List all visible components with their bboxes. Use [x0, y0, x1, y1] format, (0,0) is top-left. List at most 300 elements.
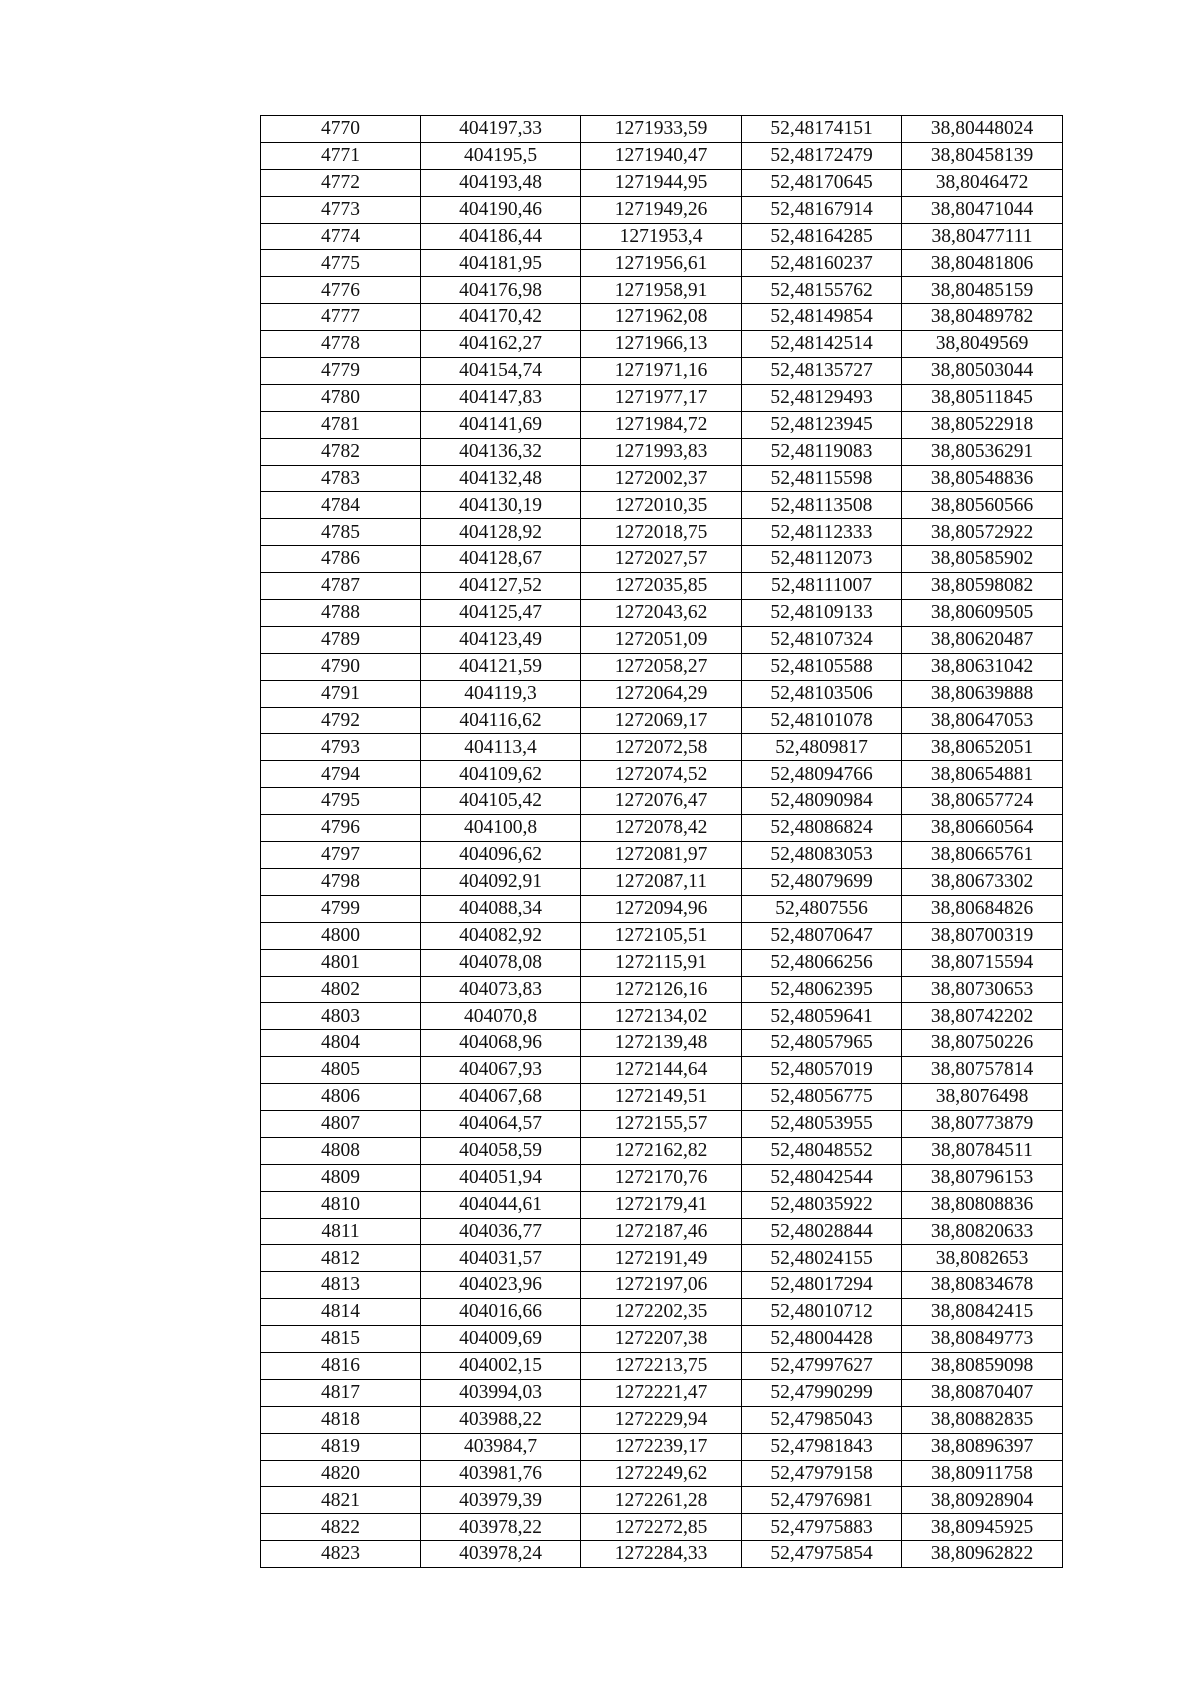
- longitude-cell: 38,8049569: [902, 331, 1063, 358]
- coordinates-table-body: [261, 116, 1063, 1568]
- longitude-cell: 38,80548836: [902, 465, 1063, 492]
- longitude-cell: 38,80639888: [902, 680, 1063, 707]
- longitude-cell: 38,80730653: [902, 976, 1063, 1003]
- latitude-cell: 52,48057019: [742, 1057, 902, 1084]
- y-coordinate-cell: 1272284,33: [581, 1541, 742, 1568]
- latitude-cell: 52,48107324: [742, 626, 902, 653]
- point-number-cell: 4815: [261, 1326, 421, 1353]
- longitude-cell: 38,80585902: [902, 546, 1063, 573]
- table-row: [261, 1487, 1063, 1514]
- latitude-cell: 52,48112073: [742, 546, 902, 573]
- x-coordinate-cell: 404116,62: [421, 707, 581, 734]
- y-coordinate-cell: 1272149,51: [581, 1084, 742, 1111]
- longitude-cell: 38,80773879: [902, 1110, 1063, 1137]
- y-coordinate-cell: 1272213,75: [581, 1352, 742, 1379]
- table-row: [261, 1406, 1063, 1433]
- longitude-cell: 38,80665761: [902, 842, 1063, 869]
- x-coordinate-cell: 404031,57: [421, 1245, 581, 1272]
- x-coordinate-cell: 404113,4: [421, 734, 581, 761]
- point-number-cell: 4794: [261, 761, 421, 788]
- y-coordinate-cell: 1272197,06: [581, 1272, 742, 1299]
- latitude-cell: 52,47985043: [742, 1406, 902, 1433]
- longitude-cell: 38,80808836: [902, 1191, 1063, 1218]
- y-coordinate-cell: 1272272,85: [581, 1514, 742, 1541]
- point-number-cell: 4810: [261, 1191, 421, 1218]
- table-row: [261, 1057, 1063, 1084]
- point-number-cell: 4786: [261, 546, 421, 573]
- longitude-cell: 38,80796153: [902, 1164, 1063, 1191]
- longitude-cell: 38,8046472: [902, 169, 1063, 196]
- longitude-cell: 38,8082653: [902, 1245, 1063, 1272]
- latitude-cell: 52,48083053: [742, 842, 902, 869]
- point-number-cell: 4789: [261, 626, 421, 653]
- point-number-cell: 4787: [261, 573, 421, 600]
- point-number-cell: 4779: [261, 358, 421, 385]
- table-row: [261, 734, 1063, 761]
- latitude-cell: 52,48170645: [742, 169, 902, 196]
- y-coordinate-cell: 1272074,52: [581, 761, 742, 788]
- point-number-cell: 4783: [261, 465, 421, 492]
- point-number-cell: 4780: [261, 384, 421, 411]
- latitude-cell: 52,48057965: [742, 1030, 902, 1057]
- table-row: [261, 1084, 1063, 1111]
- longitude-cell: 38,80657724: [902, 788, 1063, 815]
- x-coordinate-cell: 404123,49: [421, 626, 581, 653]
- table-row: [261, 815, 1063, 842]
- point-number-cell: 4800: [261, 922, 421, 949]
- y-coordinate-cell: 1272191,49: [581, 1245, 742, 1272]
- table-row: [261, 895, 1063, 922]
- longitude-cell: 38,80511845: [902, 384, 1063, 411]
- latitude-cell: 52,48053955: [742, 1110, 902, 1137]
- y-coordinate-cell: 1272010,35: [581, 492, 742, 519]
- x-coordinate-cell: 404190,46: [421, 196, 581, 223]
- x-coordinate-cell: 404147,83: [421, 384, 581, 411]
- latitude-cell: 52,48103506: [742, 680, 902, 707]
- y-coordinate-cell: 1271993,83: [581, 438, 742, 465]
- x-coordinate-cell: 404128,67: [421, 546, 581, 573]
- x-coordinate-cell: 404162,27: [421, 331, 581, 358]
- y-coordinate-cell: 1272162,82: [581, 1137, 742, 1164]
- table-row: [261, 573, 1063, 600]
- point-number-cell: 4818: [261, 1406, 421, 1433]
- point-number-cell: 4792: [261, 707, 421, 734]
- latitude-cell: 52,48164285: [742, 223, 902, 250]
- longitude-cell: 38,80834678: [902, 1272, 1063, 1299]
- latitude-cell: 52,47976981: [742, 1487, 902, 1514]
- y-coordinate-cell: 1272187,46: [581, 1218, 742, 1245]
- x-coordinate-cell: 404070,8: [421, 1003, 581, 1030]
- latitude-cell: 52,4809817: [742, 734, 902, 761]
- table-row: [261, 600, 1063, 627]
- latitude-cell: 52,48062395: [742, 976, 902, 1003]
- y-coordinate-cell: 1271958,91: [581, 277, 742, 304]
- y-coordinate-cell: 1272087,11: [581, 868, 742, 895]
- point-number-cell: 4774: [261, 223, 421, 250]
- y-coordinate-cell: 1272027,57: [581, 546, 742, 573]
- latitude-cell: 52,48123945: [742, 411, 902, 438]
- x-coordinate-cell: 404068,96: [421, 1030, 581, 1057]
- table-row: [261, 626, 1063, 653]
- x-coordinate-cell: 404078,08: [421, 949, 581, 976]
- x-coordinate-cell: 404128,92: [421, 519, 581, 546]
- longitude-cell: 38,80684826: [902, 895, 1063, 922]
- y-coordinate-cell: 1272126,16: [581, 976, 742, 1003]
- latitude-cell: 52,48135727: [742, 358, 902, 385]
- table-row: [261, 1326, 1063, 1353]
- x-coordinate-cell: 403994,03: [421, 1379, 581, 1406]
- x-coordinate-cell: 404082,92: [421, 922, 581, 949]
- longitude-cell: 38,80477111: [902, 223, 1063, 250]
- longitude-cell: 38,80448024: [902, 116, 1063, 143]
- latitude-cell: 52,47997627: [742, 1352, 902, 1379]
- x-coordinate-cell: 404176,98: [421, 277, 581, 304]
- table-row: [261, 1191, 1063, 1218]
- table-row: [261, 868, 1063, 895]
- x-coordinate-cell: 404136,32: [421, 438, 581, 465]
- point-number-cell: 4770: [261, 116, 421, 143]
- x-coordinate-cell: 404088,34: [421, 895, 581, 922]
- longitude-cell: 38,80560566: [902, 492, 1063, 519]
- y-coordinate-cell: 1272221,47: [581, 1379, 742, 1406]
- table-row: [261, 492, 1063, 519]
- longitude-cell: 38,80882835: [902, 1406, 1063, 1433]
- longitude-cell: 38,80673302: [902, 868, 1063, 895]
- x-coordinate-cell: 404036,77: [421, 1218, 581, 1245]
- longitude-cell: 38,80598082: [902, 573, 1063, 600]
- point-number-cell: 4771: [261, 142, 421, 169]
- y-coordinate-cell: 1271933,59: [581, 116, 742, 143]
- latitude-cell: 52,48113508: [742, 492, 902, 519]
- y-coordinate-cell: 1271956,61: [581, 250, 742, 277]
- point-number-cell: 4772: [261, 169, 421, 196]
- y-coordinate-cell: 1271953,4: [581, 223, 742, 250]
- x-coordinate-cell: 404121,59: [421, 653, 581, 680]
- x-coordinate-cell: 404100,8: [421, 815, 581, 842]
- table-row: [261, 1379, 1063, 1406]
- longitude-cell: 38,80631042: [902, 653, 1063, 680]
- y-coordinate-cell: 1272002,37: [581, 465, 742, 492]
- x-coordinate-cell: 404067,68: [421, 1084, 581, 1111]
- longitude-cell: 38,80485159: [902, 277, 1063, 304]
- x-coordinate-cell: 403979,39: [421, 1487, 581, 1514]
- longitude-cell: 38,80784511: [902, 1137, 1063, 1164]
- y-coordinate-cell: 1272076,47: [581, 788, 742, 815]
- longitude-cell: 38,80522918: [902, 411, 1063, 438]
- latitude-cell: 52,48079699: [742, 868, 902, 895]
- point-number-cell: 4788: [261, 600, 421, 627]
- y-coordinate-cell: 1272139,48: [581, 1030, 742, 1057]
- x-coordinate-cell: 404067,93: [421, 1057, 581, 1084]
- table-row: [261, 223, 1063, 250]
- table-row: [261, 1110, 1063, 1137]
- point-number-cell: 4811: [261, 1218, 421, 1245]
- latitude-cell: 52,48070647: [742, 922, 902, 949]
- table-row: [261, 116, 1063, 143]
- latitude-cell: 52,48105588: [742, 653, 902, 680]
- table-row: [261, 358, 1063, 385]
- x-coordinate-cell: 404002,15: [421, 1352, 581, 1379]
- latitude-cell: 52,48024155: [742, 1245, 902, 1272]
- x-coordinate-cell: 404170,42: [421, 304, 581, 331]
- x-coordinate-cell: 404130,19: [421, 492, 581, 519]
- longitude-cell: 38,80928904: [902, 1487, 1063, 1514]
- point-number-cell: 4823: [261, 1541, 421, 1568]
- longitude-cell: 38,80572922: [902, 519, 1063, 546]
- longitude-cell: 38,80660564: [902, 815, 1063, 842]
- longitude-cell: 38,8076498: [902, 1084, 1063, 1111]
- x-coordinate-cell: 404044,61: [421, 1191, 581, 1218]
- x-coordinate-cell: 404096,62: [421, 842, 581, 869]
- latitude-cell: 52,47990299: [742, 1379, 902, 1406]
- longitude-cell: 38,80503044: [902, 358, 1063, 385]
- y-coordinate-cell: 1272249,62: [581, 1460, 742, 1487]
- longitude-cell: 38,80715594: [902, 949, 1063, 976]
- latitude-cell: 52,48042544: [742, 1164, 902, 1191]
- table-row: [261, 277, 1063, 304]
- table-row: [261, 976, 1063, 1003]
- latitude-cell: 52,47975854: [742, 1541, 902, 1568]
- latitude-cell: 52,48149854: [742, 304, 902, 331]
- table-row: [261, 519, 1063, 546]
- y-coordinate-cell: 1271949,26: [581, 196, 742, 223]
- point-number-cell: 4802: [261, 976, 421, 1003]
- point-number-cell: 4791: [261, 680, 421, 707]
- y-coordinate-cell: 1271940,47: [581, 142, 742, 169]
- x-coordinate-cell: 404023,96: [421, 1272, 581, 1299]
- x-coordinate-cell: 404197,33: [421, 116, 581, 143]
- table-row: [261, 304, 1063, 331]
- y-coordinate-cell: 1272170,76: [581, 1164, 742, 1191]
- longitude-cell: 38,80757814: [902, 1057, 1063, 1084]
- point-number-cell: 4813: [261, 1272, 421, 1299]
- point-number-cell: 4776: [261, 277, 421, 304]
- y-coordinate-cell: 1272018,75: [581, 519, 742, 546]
- point-number-cell: 4778: [261, 331, 421, 358]
- table-row: [261, 1352, 1063, 1379]
- longitude-cell: 38,80962822: [902, 1541, 1063, 1568]
- y-coordinate-cell: 1271984,72: [581, 411, 742, 438]
- y-coordinate-cell: 1272064,29: [581, 680, 742, 707]
- latitude-cell: 52,4807556: [742, 895, 902, 922]
- point-number-cell: 4797: [261, 842, 421, 869]
- longitude-cell: 38,80742202: [902, 1003, 1063, 1030]
- x-coordinate-cell: 404186,44: [421, 223, 581, 250]
- y-coordinate-cell: 1272155,57: [581, 1110, 742, 1137]
- latitude-cell: 52,47981843: [742, 1433, 902, 1460]
- table-row: [261, 1164, 1063, 1191]
- x-coordinate-cell: 404119,3: [421, 680, 581, 707]
- table-row: [261, 1137, 1063, 1164]
- table-row: [261, 331, 1063, 358]
- point-number-cell: 4782: [261, 438, 421, 465]
- table-row: [261, 142, 1063, 169]
- point-number-cell: 4808: [261, 1137, 421, 1164]
- x-coordinate-cell: 404105,42: [421, 788, 581, 815]
- latitude-cell: 52,48059641: [742, 1003, 902, 1030]
- longitude-cell: 38,80700319: [902, 922, 1063, 949]
- longitude-cell: 38,80896397: [902, 1433, 1063, 1460]
- point-number-cell: 4799: [261, 895, 421, 922]
- longitude-cell: 38,80471044: [902, 196, 1063, 223]
- table-row: [261, 1514, 1063, 1541]
- latitude-cell: 52,48090984: [742, 788, 902, 815]
- point-number-cell: 4817: [261, 1379, 421, 1406]
- longitude-cell: 38,80489782: [902, 304, 1063, 331]
- point-number-cell: 4775: [261, 250, 421, 277]
- longitude-cell: 38,80536291: [902, 438, 1063, 465]
- table-row: [261, 1433, 1063, 1460]
- y-coordinate-cell: 1272179,41: [581, 1191, 742, 1218]
- point-number-cell: 4821: [261, 1487, 421, 1514]
- point-number-cell: 4820: [261, 1460, 421, 1487]
- y-coordinate-cell: 1272134,02: [581, 1003, 742, 1030]
- table-row: [261, 196, 1063, 223]
- longitude-cell: 38,80458139: [902, 142, 1063, 169]
- point-number-cell: 4804: [261, 1030, 421, 1057]
- x-coordinate-cell: 404195,5: [421, 142, 581, 169]
- table-row: [261, 411, 1063, 438]
- latitude-cell: 52,48056775: [742, 1084, 902, 1111]
- latitude-cell: 52,48017294: [742, 1272, 902, 1299]
- longitude-cell: 38,80945925: [902, 1514, 1063, 1541]
- table-row: [261, 250, 1063, 277]
- table-row: [261, 949, 1063, 976]
- y-coordinate-cell: 1271944,95: [581, 169, 742, 196]
- table-row: [261, 653, 1063, 680]
- point-number-cell: 4793: [261, 734, 421, 761]
- table-row: [261, 1245, 1063, 1272]
- latitude-cell: 52,48109133: [742, 600, 902, 627]
- latitude-cell: 52,48048552: [742, 1137, 902, 1164]
- latitude-cell: 52,48112333: [742, 519, 902, 546]
- x-coordinate-cell: 404016,66: [421, 1299, 581, 1326]
- x-coordinate-cell: 403988,22: [421, 1406, 581, 1433]
- x-coordinate-cell: 404181,95: [421, 250, 581, 277]
- longitude-cell: 38,80911758: [902, 1460, 1063, 1487]
- x-coordinate-cell: 404141,69: [421, 411, 581, 438]
- table-row: [261, 384, 1063, 411]
- point-number-cell: 4807: [261, 1110, 421, 1137]
- latitude-cell: 52,47975883: [742, 1514, 902, 1541]
- latitude-cell: 52,48142514: [742, 331, 902, 358]
- y-coordinate-cell: 1272051,09: [581, 626, 742, 653]
- latitude-cell: 52,48086824: [742, 815, 902, 842]
- point-number-cell: 4806: [261, 1084, 421, 1111]
- point-number-cell: 4795: [261, 788, 421, 815]
- point-number-cell: 4801: [261, 949, 421, 976]
- longitude-cell: 38,80609505: [902, 600, 1063, 627]
- table-row: [261, 707, 1063, 734]
- point-number-cell: 4796: [261, 815, 421, 842]
- y-coordinate-cell: 1272202,35: [581, 1299, 742, 1326]
- point-number-cell: 4814: [261, 1299, 421, 1326]
- y-coordinate-cell: 1272115,91: [581, 949, 742, 976]
- table-row: [261, 1030, 1063, 1057]
- latitude-cell: 52,48010712: [742, 1299, 902, 1326]
- point-number-cell: 4816: [261, 1352, 421, 1379]
- table-row: [261, 842, 1063, 869]
- latitude-cell: 52,48004428: [742, 1326, 902, 1353]
- y-coordinate-cell: 1271966,13: [581, 331, 742, 358]
- longitude-cell: 38,80620487: [902, 626, 1063, 653]
- x-coordinate-cell: 404193,48: [421, 169, 581, 196]
- y-coordinate-cell: 1272207,38: [581, 1326, 742, 1353]
- x-coordinate-cell: 403978,22: [421, 1514, 581, 1541]
- y-coordinate-cell: 1272035,85: [581, 573, 742, 600]
- latitude-cell: 52,48155762: [742, 277, 902, 304]
- longitude-cell: 38,80654881: [902, 761, 1063, 788]
- point-number-cell: 4785: [261, 519, 421, 546]
- latitude-cell: 52,48035922: [742, 1191, 902, 1218]
- latitude-cell: 52,48101078: [742, 707, 902, 734]
- point-number-cell: 4812: [261, 1245, 421, 1272]
- x-coordinate-cell: 403981,76: [421, 1460, 581, 1487]
- table-row: [261, 1218, 1063, 1245]
- table-row: [261, 680, 1063, 707]
- latitude-cell: 52,48129493: [742, 384, 902, 411]
- table-row: [261, 1541, 1063, 1568]
- table-row: [261, 1299, 1063, 1326]
- longitude-cell: 38,80849773: [902, 1326, 1063, 1353]
- x-coordinate-cell: 404009,69: [421, 1326, 581, 1353]
- table-row: [261, 922, 1063, 949]
- y-coordinate-cell: 1272078,42: [581, 815, 742, 842]
- x-coordinate-cell: 404154,74: [421, 358, 581, 385]
- longitude-cell: 38,80870407: [902, 1379, 1063, 1406]
- latitude-cell: 52,48167914: [742, 196, 902, 223]
- table-row: [261, 1003, 1063, 1030]
- table-row: [261, 1272, 1063, 1299]
- longitude-cell: 38,80859098: [902, 1352, 1063, 1379]
- point-number-cell: 4798: [261, 868, 421, 895]
- table-row: [261, 438, 1063, 465]
- point-number-cell: 4781: [261, 411, 421, 438]
- table-row: [261, 546, 1063, 573]
- y-coordinate-cell: 1271971,16: [581, 358, 742, 385]
- point-number-cell: 4790: [261, 653, 421, 680]
- point-number-cell: 4803: [261, 1003, 421, 1030]
- longitude-cell: 38,80842415: [902, 1299, 1063, 1326]
- y-coordinate-cell: 1272058,27: [581, 653, 742, 680]
- x-coordinate-cell: 403978,24: [421, 1541, 581, 1568]
- latitude-cell: 52,48174151: [742, 116, 902, 143]
- latitude-cell: 52,48119083: [742, 438, 902, 465]
- longitude-cell: 38,80481806: [902, 250, 1063, 277]
- y-coordinate-cell: 1272144,64: [581, 1057, 742, 1084]
- latitude-cell: 52,48066256: [742, 949, 902, 976]
- y-coordinate-cell: 1272239,17: [581, 1433, 742, 1460]
- x-coordinate-cell: 404132,48: [421, 465, 581, 492]
- table-row: [261, 761, 1063, 788]
- y-coordinate-cell: 1272229,94: [581, 1406, 742, 1433]
- table-row: [261, 169, 1063, 196]
- table-row: [261, 465, 1063, 492]
- latitude-cell: 52,48028844: [742, 1218, 902, 1245]
- y-coordinate-cell: 1272043,62: [581, 600, 742, 627]
- y-coordinate-cell: 1271977,17: [581, 384, 742, 411]
- y-coordinate-cell: 1272069,17: [581, 707, 742, 734]
- latitude-cell: 52,48172479: [742, 142, 902, 169]
- y-coordinate-cell: 1272081,97: [581, 842, 742, 869]
- point-number-cell: 4819: [261, 1433, 421, 1460]
- x-coordinate-cell: 403984,7: [421, 1433, 581, 1460]
- coordinates-table: [260, 115, 1063, 1568]
- x-coordinate-cell: 404092,91: [421, 868, 581, 895]
- point-number-cell: 4784: [261, 492, 421, 519]
- x-coordinate-cell: 404064,57: [421, 1110, 581, 1137]
- x-coordinate-cell: 404073,83: [421, 976, 581, 1003]
